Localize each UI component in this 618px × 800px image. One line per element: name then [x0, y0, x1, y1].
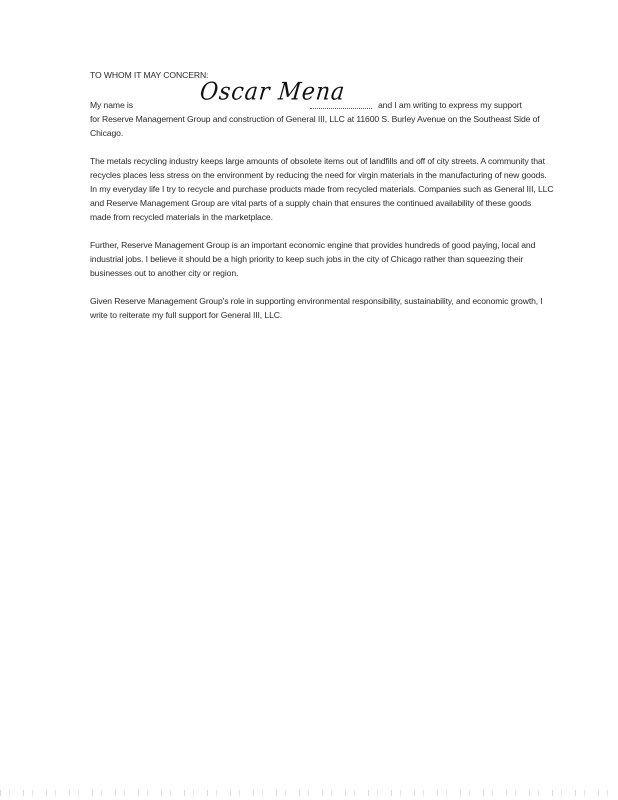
- support-letter: [90, 68, 554, 336]
- name-blank-line: [310, 98, 372, 109]
- handwritten-signature-name: Oscar Mena: [198, 78, 347, 107]
- paragraph-jobs: Further, Reserve Management Group is an important economic engine that provides hundreds of good paying, local and industrial jobs. I believe it should be a high priority to keep such jobs in the city of Chicago rather than squeezing their businesses out to another city or region.: [90, 240, 536, 278]
- intro-rest: and I am writing to express my support: [378, 100, 522, 110]
- intro-label: My name is: [90, 100, 133, 110]
- intro-continuation: for Reserve Management Group and construction of General III, LLC at 11600 S. Burley Avenue on the Southeast Side of Chicago.: [90, 114, 540, 138]
- paragraph-recycling: The metals recycling industry keeps large amounts of obsolete items out of landfills and off of city streets. A community that recycles places less stress on the environment by reducing the need for virgin materials in the manufacturing of new goods. In my everyday life I try to recycle and purchase products made from recycled materials. Companies such as General III, LLC and Reserve Management Group are vital parts of a supply chain that ensures the continued availability of these goods made from recycled materials in the marketplace.: [90, 156, 554, 222]
- paragraph-closing: Given Reserve Management Group's role in supporting environmental responsibility, sustainability, and economic growth, I write to reiterate my full support for General III, LLC.: [90, 296, 543, 320]
- intro-line: [90, 78, 554, 112]
- scan-footer-artifact: [0, 790, 618, 796]
- salutation: TO WHOM IT MAY CONCERN:: [90, 70, 209, 80]
